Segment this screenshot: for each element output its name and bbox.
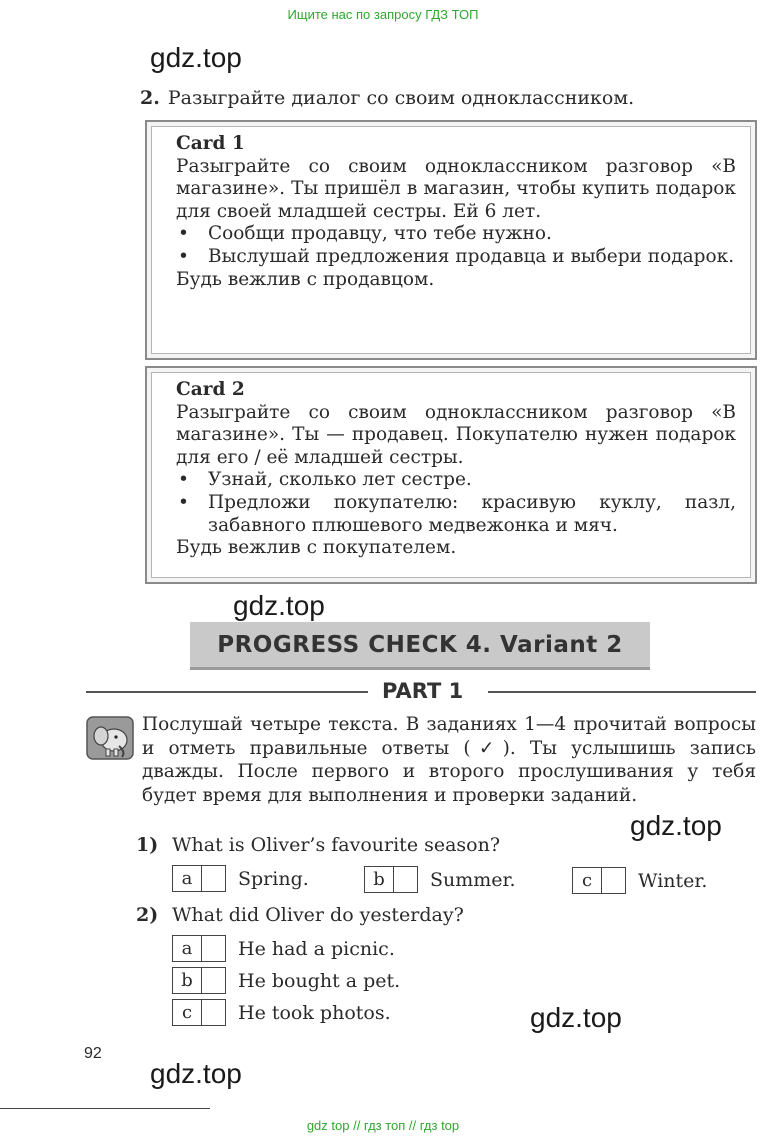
card-2 bbox=[145, 366, 757, 584]
option-1a bbox=[172, 865, 309, 892]
card-2-intro: Разыграйте со своим одноклассником разговор «В магазине». Ты — продавец. Покупателю нужен подарок для его / её младшей сестры. bbox=[176, 401, 736, 468]
answer-checkbox[interactable] bbox=[172, 935, 226, 962]
option-text: He had a picnic. bbox=[238, 937, 395, 960]
page-number: 92 bbox=[84, 1045, 102, 1062]
footer-links[interactable]: gdz top // гдз топ // гдз top bbox=[306, 1118, 460, 1133]
watermark: gdz.top bbox=[233, 590, 325, 621]
option-letter: c bbox=[173, 1000, 202, 1025]
option-letter: a bbox=[173, 936, 202, 961]
option-text: Spring. bbox=[238, 867, 309, 890]
list-item: • Сообщи продавцу, что тебе нужно. bbox=[176, 223, 736, 246]
watermark: gdz.top bbox=[530, 1002, 622, 1033]
answer-checkbox[interactable] bbox=[572, 867, 626, 894]
option-letter: b bbox=[365, 867, 394, 892]
option-2a bbox=[172, 935, 395, 962]
task-heading bbox=[140, 87, 634, 109]
question-1 bbox=[136, 834, 500, 856]
option-letter: c bbox=[573, 868, 602, 893]
elephant-icon bbox=[86, 716, 134, 760]
divider bbox=[488, 691, 756, 693]
card-1-bullets bbox=[176, 223, 736, 268]
part-label: PART 1 bbox=[382, 679, 464, 703]
list-item: • Выслушай предложения продавца и выбери подарок. bbox=[176, 246, 736, 269]
card-1-intro: Разыграйте со своим одноклассником разговор «В магазине». Ты пришёл в магазин, чтобы купить подарок для своей младшей сестры. Ей 6 лет. bbox=[176, 155, 736, 222]
question-number: 2) bbox=[136, 904, 159, 926]
task-number: 2. bbox=[140, 87, 160, 109]
option-1b bbox=[364, 866, 516, 893]
divider bbox=[86, 691, 368, 693]
option-text: Summer. bbox=[430, 868, 516, 891]
task-text: Разыграйте диалог со своим одноклассником. bbox=[167, 87, 635, 109]
question-2 bbox=[136, 904, 464, 926]
list-item: • Предложи покупателю: красивую куклу, пазл, забавного плюшевого медвежонка и мяч. bbox=[176, 492, 736, 537]
listening-instruction: Послушай четыре текста. В заданиях 1—4 прочитай вопросы и отметь правильные ответы (✓). Ты услышишь запись дважды. После первого и второго прослушивания у тебя будет время для выполнения и проверки заданий. bbox=[142, 714, 756, 806]
card-1-closing: Будь вежлив с продавцом. bbox=[176, 268, 435, 290]
option-1c bbox=[572, 867, 707, 894]
top-banner-link[interactable]: Ищите нас по запросу ГДЗ ТОП bbox=[287, 7, 479, 22]
watermark: gdz.top bbox=[630, 810, 722, 841]
option-text: He bought a pet. bbox=[238, 969, 401, 992]
watermark: gdz.top bbox=[150, 1058, 242, 1089]
question-number: 1) bbox=[136, 834, 159, 856]
card-2-bullets bbox=[176, 469, 736, 537]
card-1-title: Card 1 bbox=[176, 133, 245, 154]
question-text: What is Oliver’s favourite season? bbox=[172, 834, 501, 856]
option-2c bbox=[172, 999, 391, 1026]
answer-checkbox[interactable] bbox=[172, 999, 226, 1026]
option-text: Winter. bbox=[638, 869, 708, 892]
question-text: What did Oliver do yesterday? bbox=[172, 904, 464, 926]
option-letter: b bbox=[173, 968, 202, 993]
progress-check-banner: PROGRESS CHECK 4. Variant 2 bbox=[190, 622, 650, 670]
card-1 bbox=[145, 120, 757, 360]
card-2-closing: Будь вежлив с покупателем. bbox=[176, 537, 457, 559]
card-2-title: Card 2 bbox=[176, 379, 245, 400]
option-letter: a bbox=[173, 866, 202, 891]
list-item: • Узнай, сколько лет сестре. bbox=[176, 469, 736, 492]
watermark: gdz.top bbox=[150, 42, 242, 73]
option-text: He took photos. bbox=[238, 1001, 391, 1024]
answer-checkbox[interactable] bbox=[172, 967, 226, 994]
option-2b bbox=[172, 967, 400, 994]
answer-checkbox[interactable] bbox=[172, 865, 226, 892]
answer-checkbox[interactable] bbox=[364, 866, 418, 893]
footer-rule bbox=[0, 1108, 210, 1109]
